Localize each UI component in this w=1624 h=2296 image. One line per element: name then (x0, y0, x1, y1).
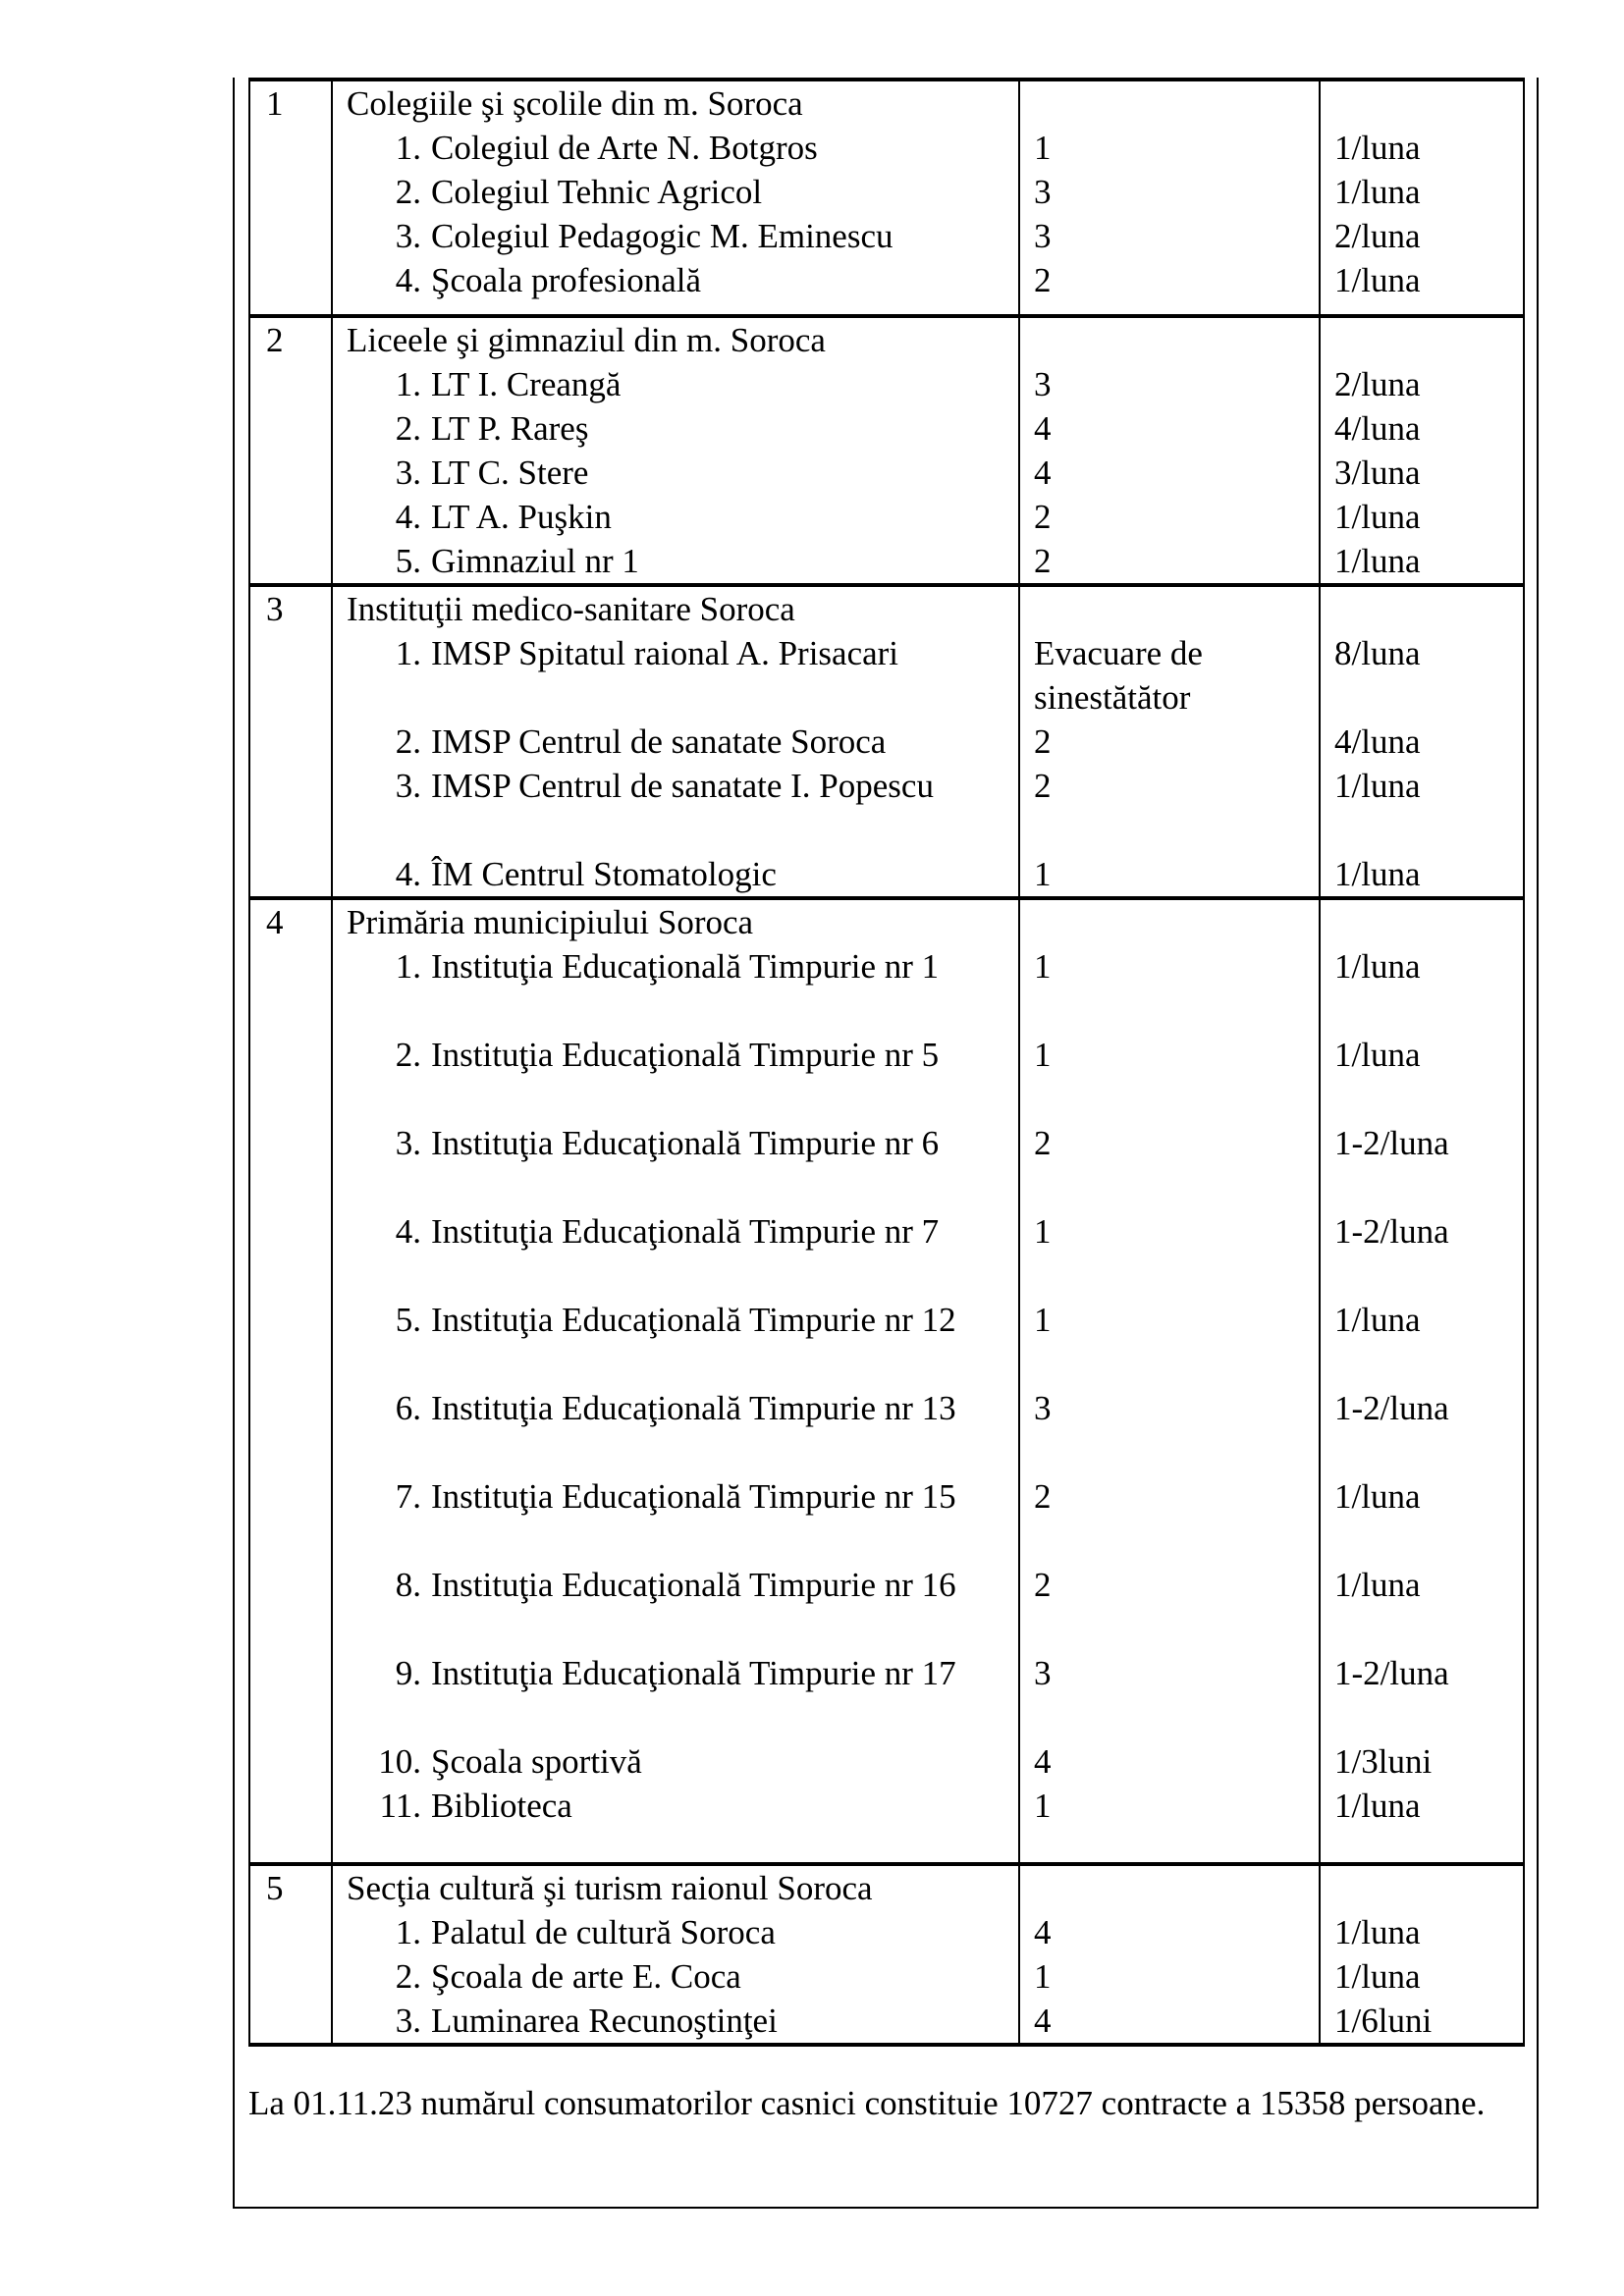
item-number: 1. (395, 1913, 421, 1951)
list-item (333, 258, 1018, 302)
item-frequency: 3/luna (1334, 454, 1421, 492)
item-name: Instituţia Educaţională Timpurie nr 17 (431, 1654, 956, 1692)
item-count: 1 (1034, 129, 1052, 167)
list-item (333, 764, 1018, 852)
item-name: Şcoala sportivă (431, 1742, 642, 1781)
list-item (333, 495, 1018, 539)
section-row (249, 585, 1524, 898)
list-item (333, 126, 1018, 170)
section-number: 4 (249, 898, 332, 1864)
item-number: 5. (395, 1301, 421, 1339)
consumers-summary: La 01.11.23 numărul consumatorilor casnici constituie 10727 contracte a 15358 persoane. (248, 2084, 1486, 2122)
item-frequency: 4/luna (1334, 409, 1421, 448)
item-name: Luminarea Recunoştinţei (431, 2002, 778, 2040)
item-count: 1 (1034, 1301, 1052, 1339)
item-count: Evacuare de sinestătător (1034, 634, 1203, 717)
section-institutions-cell (332, 80, 1019, 316)
list-item (333, 1954, 1018, 1999)
item-count: 2 (1034, 767, 1052, 805)
item-frequency: 1-2/luna (1334, 1212, 1449, 1251)
item-frequency: 1/luna (1334, 1957, 1421, 1996)
list-item (333, 1121, 1018, 1209)
section-row (249, 80, 1524, 316)
section-title: Secţia cultură şi turism raionul Soroca (347, 1869, 873, 1907)
list-item (333, 1563, 1018, 1651)
item-name: Şcoala de arte E. Coca (431, 1957, 741, 1996)
item-name: Instituţia Educaţională Timpurie nr 1 (431, 947, 940, 986)
item-frequency: 1/luna (1334, 1301, 1421, 1339)
item-name: Instituţia Educaţională Timpurie nr 15 (431, 1477, 956, 1516)
item-name: Şcoala profesională (431, 261, 702, 299)
item-name: Colegiul Pedagogic M. Eminescu (431, 217, 893, 255)
frequency-cell (1320, 316, 1524, 585)
item-frequency: 1/luna (1334, 947, 1421, 986)
item-number: 4. (395, 855, 421, 893)
item-frequency: 1/luna (1334, 1566, 1421, 1604)
item-name: Instituţia Educaţională Timpurie nr 5 (431, 1036, 940, 1074)
section-title: Instituţii medico-sanitare Soroca (347, 590, 795, 628)
item-count: 3 (1034, 1654, 1052, 1692)
item-frequency: 1/luna (1334, 261, 1421, 299)
item-frequency: 1/luna (1334, 855, 1421, 893)
item-name: Gimnaziul nr 1 (431, 542, 639, 580)
list-item (333, 539, 1018, 583)
count-cell (1019, 1864, 1320, 2045)
item-frequency: 2/luna (1334, 217, 1421, 255)
frequency-cell (1320, 585, 1524, 898)
item-count: 2 (1034, 1566, 1052, 1604)
list-item (333, 1910, 1018, 1954)
item-count: 4 (1034, 454, 1052, 492)
item-frequency: 1/luna (1334, 1477, 1421, 1516)
item-number: 3. (395, 454, 421, 492)
item-number: 3. (395, 217, 421, 255)
item-count: 1 (1034, 1787, 1052, 1825)
item-count: 3 (1034, 365, 1052, 403)
list-item (333, 1651, 1018, 1739)
section-institutions-cell (332, 1864, 1019, 2045)
item-name: Instituţia Educaţională Timpurie nr 16 (431, 1566, 956, 1604)
item-number: 1. (395, 129, 421, 167)
item-name: IMSP Centrul de sanatate I. Popescu (431, 767, 934, 805)
list-item (333, 362, 1018, 406)
item-count: 2 (1034, 261, 1052, 299)
item-name: IMSP Spitatul raional A. Prisacari (431, 634, 899, 672)
count-cell (1019, 80, 1320, 316)
frequency-cell (1320, 898, 1524, 1864)
item-name: Instituţia Educaţională Timpurie nr 6 (431, 1124, 940, 1162)
item-number: 4. (395, 1212, 421, 1251)
item-number: 2. (395, 173, 421, 211)
item-number: 3. (395, 767, 421, 805)
list-item (333, 406, 1018, 451)
item-name: LT P. Rareş (431, 409, 589, 448)
item-count: 1 (1034, 947, 1052, 986)
item-frequency: 1/6luni (1334, 2002, 1433, 2040)
item-number: 6. (395, 1389, 421, 1427)
section-number: 3 (249, 585, 332, 898)
section-title: Liceele şi gimnaziul din m. Soroca (347, 321, 826, 359)
item-count: 2 (1034, 542, 1052, 580)
item-count: 3 (1034, 1389, 1052, 1427)
item-count: 1 (1034, 855, 1052, 893)
section-title: Primăria municipiului Soroca (347, 903, 754, 941)
section-number: 2 (249, 316, 332, 585)
item-number: 1. (395, 634, 421, 672)
item-number: 11. (379, 1787, 421, 1825)
item-name: Instituţia Educaţională Timpurie nr 13 (431, 1389, 956, 1427)
frequency-cell (1320, 80, 1524, 316)
item-count: 4 (1034, 1913, 1052, 1951)
frequency-cell (1320, 1864, 1524, 2045)
list-item (333, 1999, 1018, 2043)
item-name: LT C. Stere (431, 454, 589, 492)
item-number: 2. (395, 1957, 421, 1996)
item-frequency: 1/3luni (1334, 1742, 1433, 1781)
section-institutions-cell (332, 898, 1019, 1864)
item-count: 4 (1034, 409, 1052, 448)
item-count: 1 (1034, 1212, 1052, 1251)
item-number: 4. (395, 261, 421, 299)
list-item (333, 631, 1018, 720)
item-frequency: 4/luna (1334, 722, 1421, 761)
item-name: Colegiul Tehnic Agricol (431, 173, 763, 211)
item-count: 2 (1034, 722, 1052, 761)
item-number: 5. (395, 542, 421, 580)
item-count: 4 (1034, 1742, 1052, 1781)
item-count: 3 (1034, 217, 1052, 255)
list-item (333, 852, 1018, 896)
item-frequency: 1/luna (1334, 1036, 1421, 1074)
item-number: 4. (395, 498, 421, 536)
count-cell (1019, 585, 1320, 898)
item-frequency: 2/luna (1334, 365, 1421, 403)
list-item (333, 170, 1018, 214)
list-item (333, 1784, 1018, 1828)
item-count: 1 (1034, 1036, 1052, 1074)
item-number: 3. (395, 1124, 421, 1162)
list-item (333, 1739, 1018, 1784)
item-name: Biblioteca (431, 1787, 572, 1825)
list-item (333, 1298, 1018, 1386)
count-cell (1019, 898, 1320, 1864)
institutions-table (248, 78, 1525, 2047)
section-row (249, 1864, 1524, 2045)
item-number: 1. (395, 365, 421, 403)
item-name: Instituţia Educaţională Timpurie nr 7 (431, 1212, 940, 1251)
item-frequency: 1/luna (1334, 498, 1421, 536)
item-name: Palatul de cultură Soroca (431, 1913, 776, 1951)
section-row (249, 316, 1524, 585)
list-item (333, 214, 1018, 258)
list-item (333, 1474, 1018, 1563)
list-item (333, 720, 1018, 764)
item-number: 2. (395, 409, 421, 448)
item-number: 2. (395, 722, 421, 761)
list-item (333, 1209, 1018, 1298)
section-number: 5 (249, 1864, 332, 2045)
section-institutions-cell (332, 585, 1019, 898)
item-frequency: 1/luna (1334, 1913, 1421, 1951)
item-count: 4 (1034, 2002, 1052, 2040)
item-number: 10. (378, 1742, 421, 1781)
item-number: 2. (395, 1036, 421, 1074)
list-item (333, 451, 1018, 495)
list-item (333, 1033, 1018, 1121)
item-name: IMSP Centrul de sanatate Soroca (431, 722, 887, 761)
item-name: Colegiul de Arte N. Botgros (431, 129, 818, 167)
item-frequency: 8/luna (1334, 634, 1421, 672)
section-title: Colegiile şi şcolile din m. Soroca (347, 84, 803, 123)
item-name: Instituţia Educaţională Timpurie nr 12 (431, 1301, 956, 1339)
section-number: 1 (249, 80, 332, 316)
item-frequency: 1-2/luna (1334, 1654, 1449, 1692)
section-row (249, 898, 1524, 1864)
item-number: 9. (395, 1654, 421, 1692)
list-item (333, 1386, 1018, 1474)
count-cell (1019, 316, 1320, 585)
item-name: ÎM Centrul Stomatologic (431, 855, 777, 893)
item-count: 2 (1034, 1477, 1052, 1516)
item-number: 3. (395, 2002, 421, 2040)
item-frequency: 1/luna (1334, 767, 1421, 805)
item-name: LT A. Puşkin (431, 498, 612, 536)
item-number: 8. (395, 1566, 421, 1604)
item-count: 2 (1034, 498, 1052, 536)
list-item (333, 944, 1018, 1033)
item-count: 2 (1034, 1124, 1052, 1162)
item-frequency: 1/luna (1334, 173, 1421, 211)
item-frequency: 1-2/luna (1334, 1124, 1449, 1162)
item-frequency: 1/luna (1334, 129, 1421, 167)
item-number: 1. (395, 947, 421, 986)
section-institutions-cell (332, 316, 1019, 585)
item-number: 7. (395, 1477, 421, 1516)
item-count: 3 (1034, 173, 1052, 211)
item-frequency: 1/luna (1334, 1787, 1421, 1825)
item-name: LT I. Creangă (431, 365, 622, 403)
item-count: 1 (1034, 1957, 1052, 1996)
item-frequency: 1/luna (1334, 542, 1421, 580)
item-frequency: 1-2/luna (1334, 1389, 1449, 1427)
